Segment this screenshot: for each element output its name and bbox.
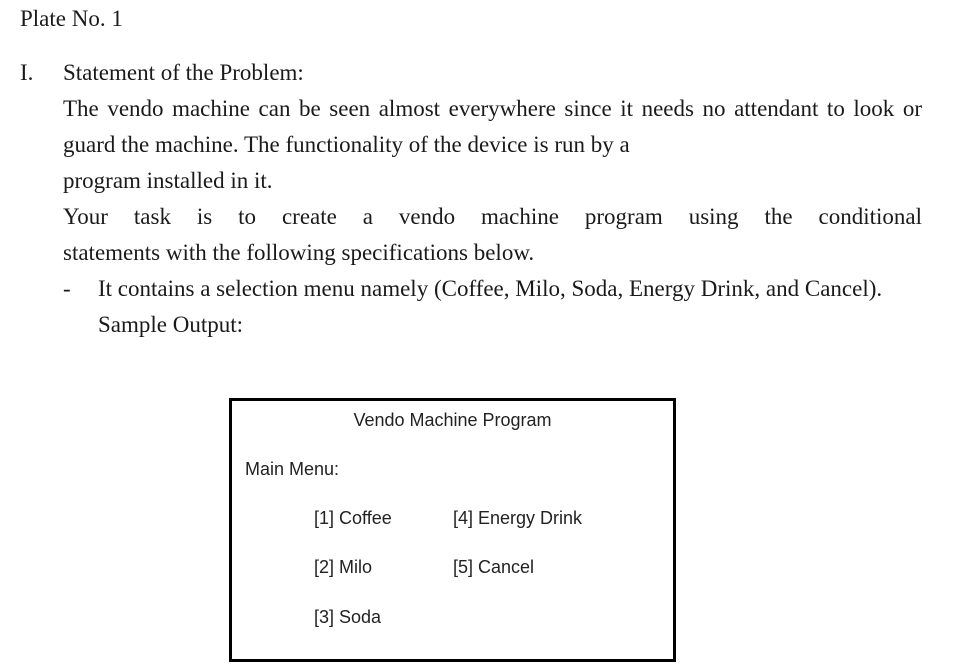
problem-body — [63, 91, 922, 343]
console-title: Vendo Machine Program — [353, 410, 552, 430]
menu-item-coffee: [1] Coffee — [314, 508, 392, 528]
paragraph-1-line-1: The vendo machine can be seen almost everywhere since it needs no attendant to look or guard the machine. The functionality of the device is run by a — [63, 96, 922, 157]
sample-output-label: Sample Output: — [98, 312, 244, 337]
sample-output-box — [229, 398, 676, 662]
menu-item-cancel: [5] Cancel — [453, 557, 535, 577]
bullet-text: It contains a selection menu namely (Coffee, Milo, Soda, Energy Drink, and Cancel). — [98, 276, 883, 301]
paragraph-2-line-2: statements with the following specifications below. — [63, 240, 535, 265]
menu-item-energy-drink: [4] Energy Drink — [453, 508, 583, 528]
section-numeral: I. — [20, 60, 34, 85]
problem-section — [20, 55, 922, 343]
menu-item-soda: [3] Soda — [314, 607, 382, 627]
section-heading-row — [20, 55, 922, 91]
main-menu-label: Main Menu: — [245, 459, 340, 479]
bullet-dash: - — [63, 276, 71, 301]
paragraph-2-line-1: Your task is to create a vendo machine program using the conditional — [63, 204, 922, 229]
plate-number: Plate No. 1 — [20, 6, 123, 31]
menu-item-milo: [2] Milo — [314, 557, 373, 577]
specification-bullet — [63, 271, 922, 307]
section-heading: Statement of the Problem: — [63, 60, 304, 85]
paragraph-1-line-2: program installed in it. — [63, 168, 273, 193]
